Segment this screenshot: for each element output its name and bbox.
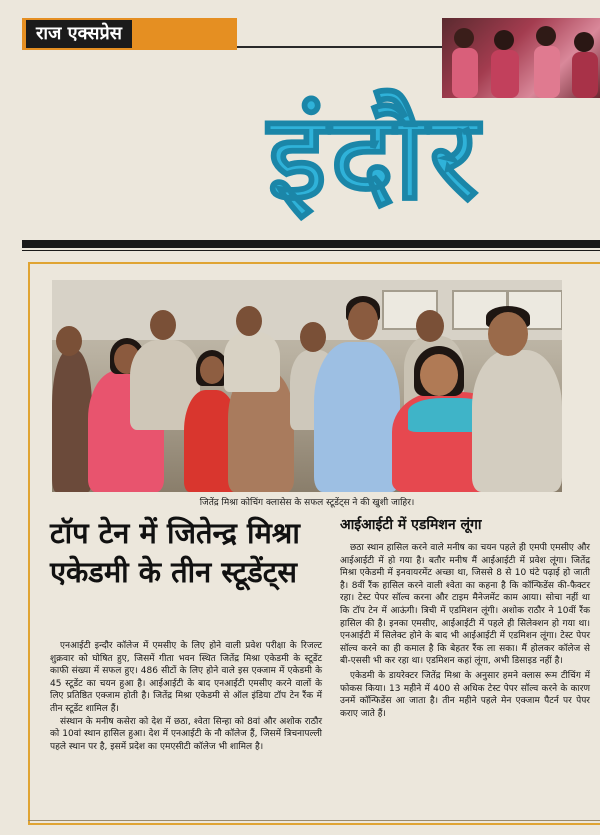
student-figure	[52, 350, 92, 492]
article-paragraph: छठा स्थान हासिल करने वाले मनीष का चयन पहले ही एमपी एमसीए और आईआईटी में हो गया है। बतौर मनीष मैं आईआईटी में प्रवेश लूंगा। जितेंद्र मिश्रा एकेडमी में इनवायरमेंट अच्छा था, जिससे 8 से 10 घंटे पढ़ाई हो जाती है। 8वीं रैंक हासिल करने वाली श्वेता का कहना है कि कॉन्फिडेंस की-फैक्टर रहा। टेस्ट पेपर सॉल्व करना और टाइम मैनेजमेंट काम आया। सोचा नहीं था कि टॉप टेन में आऊंगी। त्रिची में एडमिशन लूंगी। अशोक राठौर ने 10वीं रैंक हासिल की है। इनका एमसीए, आईआईटी में पहले ही सिलेक्शन हो गया था। एनआईटी में सिलेक्ट होने के बाद भी आईआईटी में एडमिशन लूंगा। टेस्ट पेपर सॉल्व करने का ही कमाल है कि बेहतर रैंक ला सका। मैं होलकर कॉलेज से बी-एससी भी कर रहा था। एडमिशन कहां लूंगा, अभी डिसाइड नहीं है।	[340, 543, 590, 667]
article-left-column	[50, 640, 322, 812]
city-title: इंदौर	[267, 88, 483, 227]
article-subhead: आईआईटी में एडमिशन लूंगा	[340, 517, 482, 533]
title-rule	[22, 240, 600, 248]
masthead-label: राज एक्सप्रेस	[26, 20, 132, 48]
masthead-rule	[237, 46, 447, 48]
photo-caption: जितेंद्र मिश्रा कोचिंग क्लासेस के सफल स्टूडेंट्स ने की खुशी जाहिर।	[199, 498, 415, 508]
student-figure	[314, 342, 400, 492]
student-figure	[224, 332, 280, 392]
student-figure	[472, 350, 562, 492]
student-head	[416, 310, 444, 342]
student-head	[300, 322, 326, 352]
article-headline: टॉप टेन में जितेन्द्र मिश्रा एकेडमी के तीन स्टूडेंट्स	[50, 516, 300, 589]
student-head	[348, 302, 378, 340]
students-photo	[52, 280, 562, 492]
bottom-rule	[28, 820, 600, 821]
article-paragraph: एनआईटी इन्दौर कॉलेज में एमसीए के लिए होने वाली प्रवेश परीक्षा के रिजल्ट शुक्रवार को घोषित हुए, जिसमें गीता भवन स्थित जितेंद्र मिश्रा एकेडमी के स्टूडेंट काफी संख्या में सफल हुए। 486 सीटों के लिए होने वाले इस एक्जाम में एकेडमी के 45 स्टूडेंट का चयन हुआ है। आईआईटी के बाद एनआईटी एमसीए करने वालों के लिए प्रतिष्ठित एक्जाम होती है। जितेंद्र मिश्रा एकेडमी से ऑल इंडिया टॉप टेन रैंक में तीन स्टूडेंट शामिल हैं।	[50, 641, 322, 714]
student-head	[150, 310, 176, 340]
title-rule-thin	[22, 250, 600, 251]
student-head	[488, 312, 528, 356]
article-paragraph: एकेडमी के डायरेक्टर जितेंद्र मिश्रा के अनुसार हमने क्लास रूम टीचिंग में फोकस किया। 13 महीने में 400 से अधिक टेस्ट पेपर सॉल्व करने के कारण उनमें कॉन्फिडेंस आ जाता है। तीन महीने पहले मेन एक्जाम पैटर्न पर पेपर कराए जाते हैं।	[340, 670, 590, 719]
article-paragraph: संस्थान के मनीष कसेरा को देश में छठा, श्वेता सिन्हा को 8वां और अशोक राठौर को 10वां स्थान हासिल हुआ। देश में एनआईटी के नौ कॉलेज हैं, जिसमें त्रिचनापल्ली पहले स्थान पर है, इसमें प्रदेश का एमएसीटी कॉलेज भी शामिल है।	[50, 716, 322, 752]
article-right-column	[340, 542, 590, 817]
student-head	[56, 326, 82, 356]
student-head	[420, 354, 458, 396]
student-head	[200, 356, 224, 384]
student-head	[236, 306, 262, 336]
